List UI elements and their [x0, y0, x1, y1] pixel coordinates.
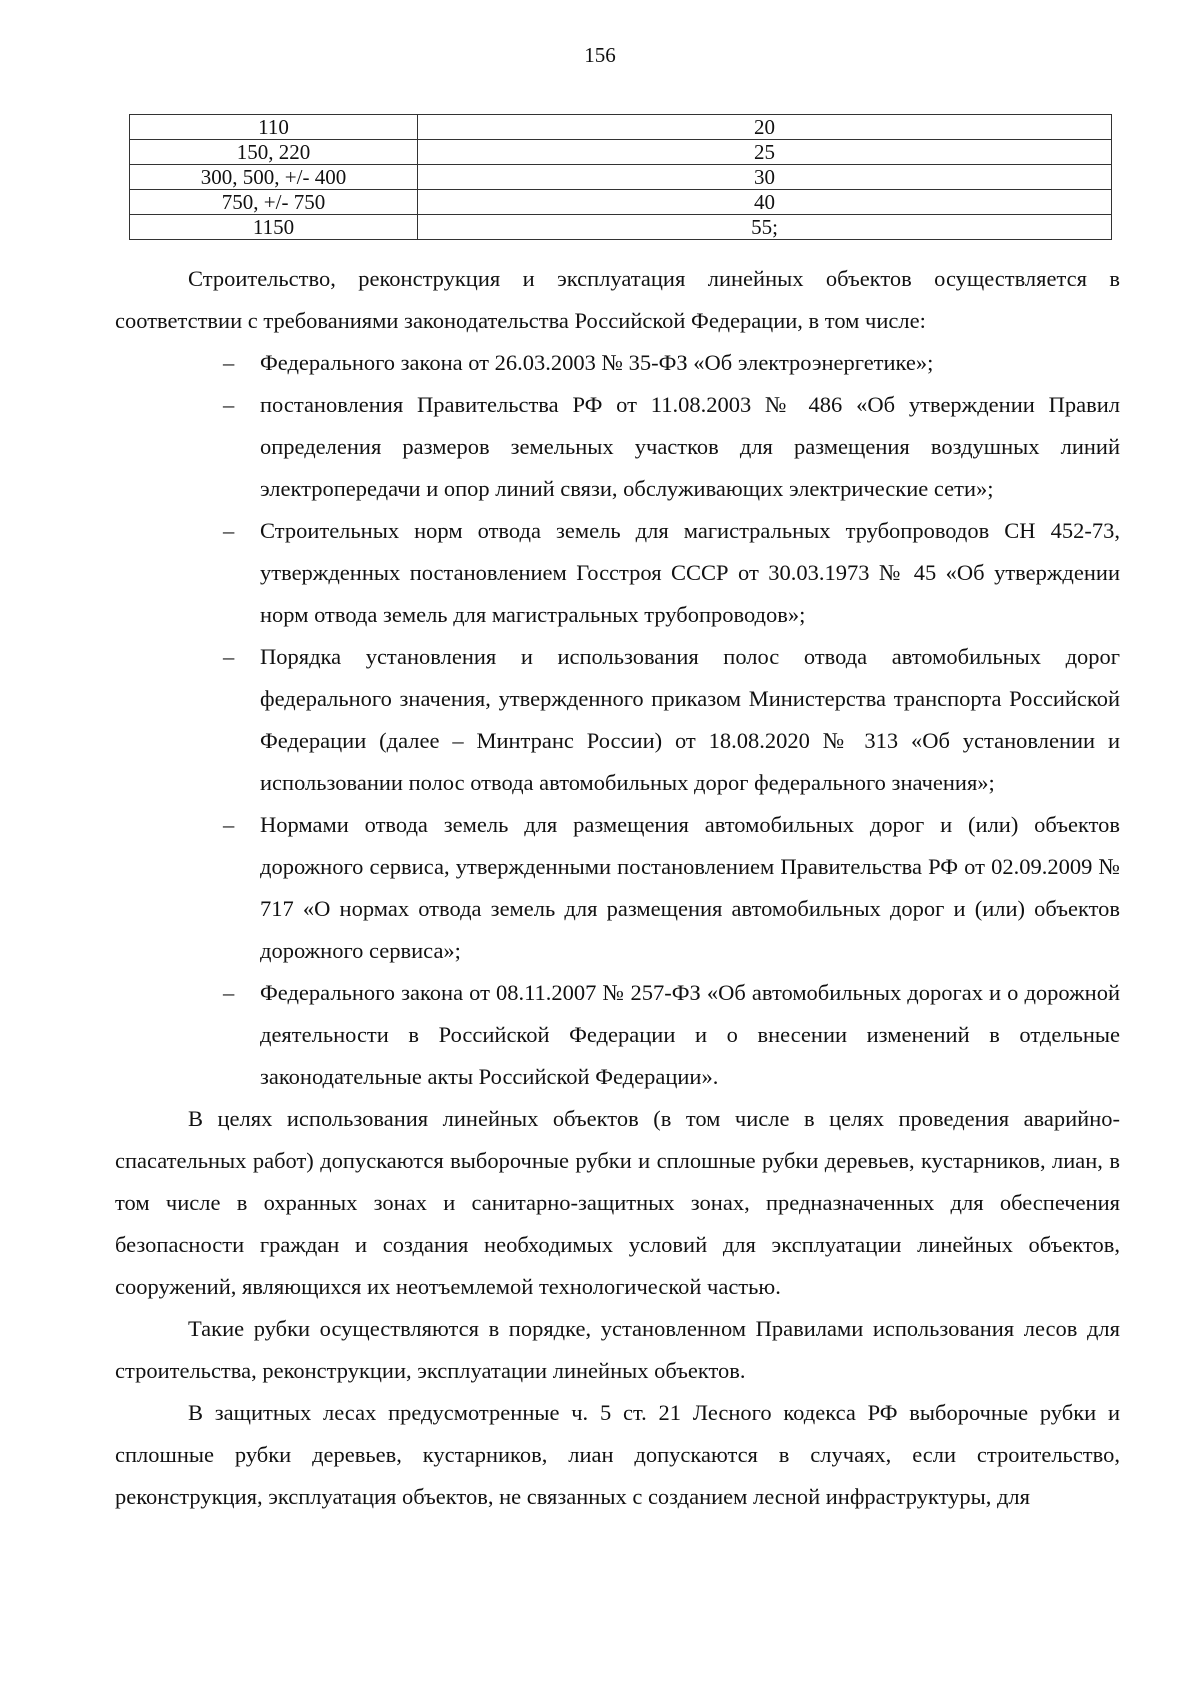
table-row [130, 140, 1112, 165]
list-dash: – [223, 518, 235, 543]
list-item-text: Федерального закона от 26.03.2003 № 35-ФЗ «Об электроэнергетике»; [260, 350, 934, 375]
table-row [130, 115, 1112, 140]
table-row [130, 190, 1112, 215]
list-dash: – [223, 812, 235, 837]
table-cell: 55; [418, 215, 1112, 240]
table-cell: 25 [418, 140, 1112, 165]
table-cell: 1150 [130, 215, 418, 240]
list-dash: – [223, 980, 235, 1005]
table-cell: 300, 500, +/- 400 [130, 165, 418, 190]
intro-paragraph: Строительство, реконструкция и эксплуатация линейных объектов осуществляется в соответствии с требованиями законодательства Российской Федерации, в том числе: [115, 266, 1120, 333]
table-cell: 750, +/- 750 [130, 190, 418, 215]
table-cell: 20 [418, 115, 1112, 140]
list-item-text: Порядка установления и использования полос отвода автомобильных дорог федерального значения, утвержденного приказом Министерства транспорта Российской Федерации (далее – Минтранс России) от 18.08.2020 № 313 «Об установлении и использовании полос отвода автомобильных дорог федерального значения»; [260, 644, 1120, 795]
table-cell: 30 [418, 165, 1112, 190]
list-item-text: Строительных норм отвода земель для магистральных трубопроводов СН 452-73, утвержденных постановлением Госстроя СССР от 30.03.1973 № 45 «Об утверждении норм отвода земель для магистральных трубопроводов»; [260, 518, 1120, 627]
table-cell: 150, 220 [130, 140, 418, 165]
list-item [115, 384, 1120, 510]
list-item-text: постановления Правительства РФ от 11.08.2003 № 486 «Об утверждении Правил определения размеров земельных участков для размещения воздушных линий электропередачи и опор линий связи, обслуживающих электрические сети»; [260, 392, 1120, 501]
list-item [115, 510, 1120, 636]
voltage-distance-table [129, 114, 1112, 240]
list-item [115, 972, 1120, 1098]
table-cell: 110 [130, 115, 418, 140]
document-body [115, 258, 1120, 1518]
list-dash: – [223, 644, 235, 669]
legislation-list [115, 342, 1120, 1098]
table-row [130, 215, 1112, 240]
list-dash: – [223, 392, 235, 417]
table-row [130, 165, 1112, 190]
list-item-text: Федерального закона от 08.11.2007 № 257-ФЗ «Об автомобильных дорогах и о дорожной деятельности в Российской Федерации и о внесении изменений в отдельные законодательные акты Российской Федерации». [260, 980, 1120, 1089]
list-dash: – [223, 350, 235, 375]
table-cell: 40 [418, 190, 1112, 215]
list-item [115, 804, 1120, 972]
page-number: 156 [584, 43, 616, 67]
paragraph: В целях использования линейных объектов (в том числе в целях проведения аварийно-спасательных работ) допускаются выборочные рубки и сплошные рубки деревьев, кустарников, лиан, в том числе в охранных зонах и санитарно-защитных зонах, предназначенных для обеспечения безопасности граждан и создания необходимых условий для эксплуатации линейных объектов, сооружений, являющихся их неотъемлемой технологической частью. [115, 1106, 1120, 1299]
paragraph: В защитных лесах предусмотренные ч. 5 ст. 21 Лесного кодекса РФ выборочные рубки и сплошные рубки деревьев, кустарников, лиан допускаются в случаях, если строительство, реконструкция, эксплуатация объектов, не связанных с созданием лесной инфраструктуры, для [115, 1400, 1120, 1509]
paragraph: Такие рубки осуществляются в порядке, установленном Правилами использования лесов для строительства, реконструкции, эксплуатации линейных объектов. [115, 1316, 1120, 1383]
list-item-text: Нормами отвода земель для размещения автомобильных дорог и (или) объектов дорожного сервиса, утвержденными постановлением Правительства РФ от 02.09.2009 № 717 «О нормах отвода земель для размещения автомобильных дорог и (или) объектов дорожного сервиса»; [260, 812, 1120, 963]
list-item [115, 342, 1120, 384]
list-item [115, 636, 1120, 804]
